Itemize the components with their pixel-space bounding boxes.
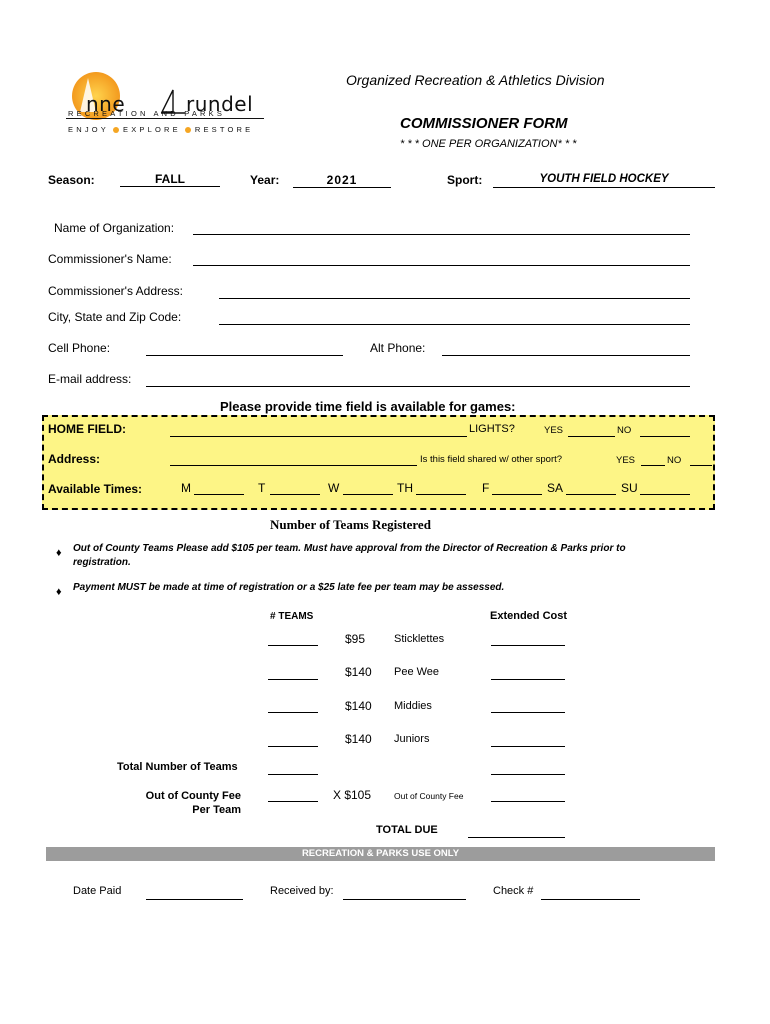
day-field-f[interactable] (492, 494, 542, 495)
teams-field-pee-wee[interactable] (268, 679, 318, 680)
address-label: Address: (48, 452, 101, 466)
cell-phone-label: Cell Phone: (48, 341, 111, 355)
email-label: E-mail address: (48, 372, 132, 386)
cell-phone-field[interactable] (146, 355, 343, 356)
day-field-m[interactable] (194, 494, 244, 495)
col-teams-header: # TEAMS (270, 611, 314, 622)
season-label: Season: (48, 173, 95, 187)
teams-field-middies[interactable] (268, 712, 318, 713)
date-paid-label: Date Paid (73, 885, 122, 897)
date-paid-field[interactable] (146, 899, 243, 900)
day-label-su: SU (621, 481, 638, 495)
day-field-th[interactable] (416, 494, 466, 495)
commissioner-address-label: Commissioner's Address: (48, 284, 183, 298)
day-field-su[interactable] (640, 494, 690, 495)
lights-label: LIGHTS? (469, 423, 515, 435)
day-label-f: F (482, 481, 490, 495)
commissioner-name-label: Commissioner's Name: (48, 252, 172, 266)
division-pee-wee: Pee Wee (394, 666, 440, 678)
home-field-input[interactable] (170, 436, 467, 437)
diamond-bullet-icon: ♦ (56, 547, 62, 559)
diamond-bullet-icon: ♦ (56, 586, 62, 598)
cost-field-juniors[interactable] (491, 746, 565, 747)
sport-label: Sport: (447, 173, 483, 187)
total-teams-label: Total Number of Teams (117, 761, 238, 773)
teams-field-sticklettes[interactable] (268, 645, 318, 646)
price-pee-wee: $140 (345, 665, 372, 679)
teams-heading: Number of Teams Registered (270, 517, 431, 532)
total-due-label: TOTAL DUE (376, 824, 438, 836)
commissioner-name-field[interactable] (193, 265, 690, 266)
ooc-fee-label: Out of County Fee Per Team (145, 790, 241, 816)
check-label: Check # (493, 885, 534, 897)
received-by-field[interactable] (343, 899, 466, 900)
dot-icon (185, 127, 191, 133)
form-subtitle: * * * ONE PER ORGANIZATION* * * (400, 138, 577, 150)
cost-field-middies[interactable] (491, 712, 565, 713)
division-sticklettes: Sticklettes (394, 633, 445, 645)
ooc-cost-field[interactable] (491, 801, 565, 802)
office-use-bar: RECREATION & PARKS USE ONLY (46, 847, 715, 861)
logo: nne rundel RECREATION AND PARKS ENJOY EXPLORE RESTORE (66, 70, 266, 140)
day-field-t[interactable] (270, 494, 320, 495)
day-field-sa[interactable] (566, 494, 616, 495)
division-juniors: Juniors (394, 733, 430, 745)
price-middies: $140 (345, 699, 372, 713)
cost-field-pee-wee[interactable] (491, 679, 565, 680)
teams-field-juniors[interactable] (268, 746, 318, 747)
col-cost-header: Extended Cost (490, 610, 568, 622)
home-field-label: HOME FIELD: (48, 422, 126, 436)
field-section-heading: Please provide time field is available for games: (220, 399, 516, 414)
form-title: COMMISSIONER FORM (400, 115, 568, 132)
sport-value[interactable]: YOUTH FIELD HOCKEY (539, 173, 669, 185)
ooc-price: X $105 (333, 788, 372, 802)
alt-phone-label: Alt Phone: (370, 341, 426, 355)
motto: ENJOY EXPLORE RESTORE (68, 125, 254, 134)
day-label-sa: SA (547, 481, 564, 495)
year-label: Year: (250, 173, 280, 187)
organization-label: Name of Organization: (54, 221, 175, 235)
lights-no-label: NO (617, 425, 632, 436)
season-value[interactable]: FALL (155, 172, 185, 186)
available-times-label: Available Times: (48, 482, 143, 496)
day-label-m: M (181, 481, 191, 495)
lights-yes-label: YES (544, 425, 564, 436)
organization-field[interactable] (193, 234, 690, 235)
alt-phone-field[interactable] (442, 355, 690, 356)
total-cost-field[interactable] (491, 774, 565, 775)
shared-question: Is this field shared w/ other sport? (420, 454, 563, 465)
note-out-of-county: Out of County Teams Please add $105 per team. Must have approval from the Director of Recreation & Parks prior to registration. (73, 543, 626, 568)
ooc-desc: Out of County Fee (394, 791, 464, 801)
day-label-th: TH (397, 481, 413, 495)
received-by-label: Received by: (270, 885, 334, 897)
cost-field-sticklettes[interactable] (491, 645, 565, 646)
lights-no-field[interactable] (640, 436, 690, 437)
field-availability-box (42, 415, 715, 510)
price-juniors: $140 (345, 732, 372, 746)
lights-yes-field[interactable] (568, 436, 615, 437)
division-title: Organized Recreation & Athletics Division (346, 72, 605, 88)
email-field[interactable] (146, 386, 690, 387)
shared-no-label: NO (667, 455, 682, 466)
price-sticklettes: $95 (345, 632, 366, 646)
shared-no-field[interactable] (690, 465, 712, 466)
day-label-t: T (258, 481, 266, 495)
note-payment: Payment MUST be made at time of registration or a $25 late fee per team may be assessed. (73, 582, 505, 593)
check-field[interactable] (541, 899, 640, 900)
division-middies: Middies (394, 700, 432, 712)
day-label-w: W (328, 481, 340, 495)
city-state-zip-label: City, State and Zip Code: (48, 310, 182, 324)
commissioner-address-field[interactable] (219, 298, 690, 299)
year-value[interactable]: 2021 (326, 173, 358, 187)
day-field-w[interactable] (343, 494, 393, 495)
shared-yes-field[interactable] (641, 465, 665, 466)
shared-yes-label: YES (616, 455, 636, 466)
dot-icon (113, 127, 119, 133)
total-teams-field[interactable] (268, 774, 318, 775)
field-address-input[interactable] (170, 465, 417, 466)
ooc-teams-field[interactable] (268, 801, 318, 802)
total-due-field[interactable] (468, 837, 565, 838)
city-state-zip-field[interactable] (219, 324, 690, 325)
